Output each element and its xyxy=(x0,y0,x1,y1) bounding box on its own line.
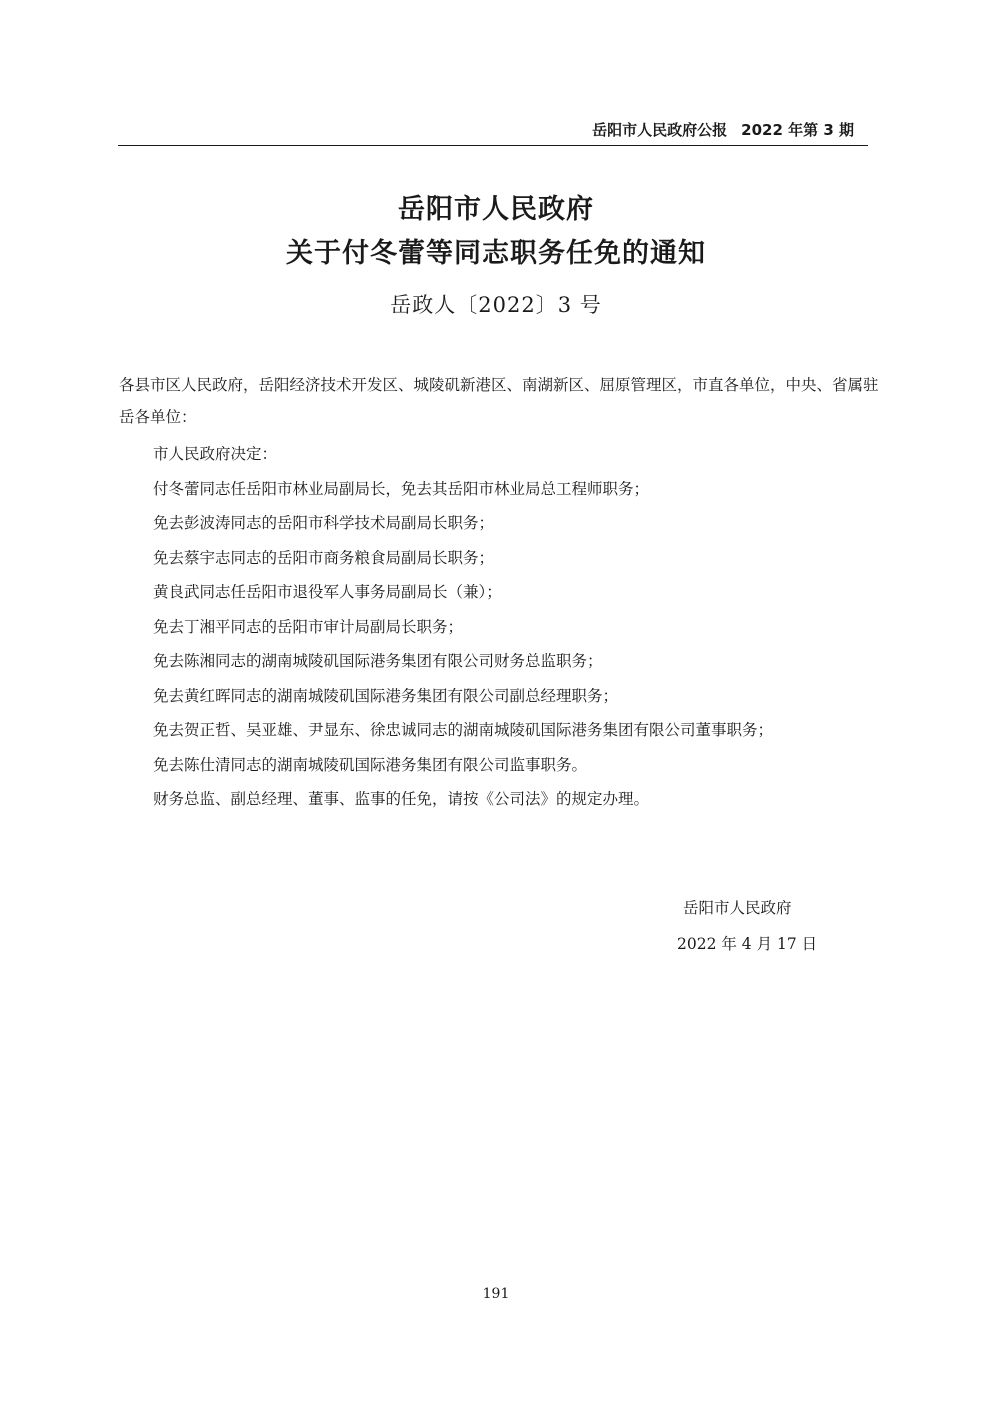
issue-label: 2022 年第 3 期 xyxy=(741,121,854,139)
document-title-line-2: 关于付冬蕾等同志职务任免的通知 xyxy=(286,238,706,269)
paragraph: 免去陈湘同志的湖南城陵矶国际港务集团有限公司财务总监职务； xyxy=(153,652,603,670)
paragraph: 市人民政府决定： xyxy=(153,445,278,463)
signing-organization: 岳阳市人民政府 xyxy=(683,899,792,917)
document-number: 岳政人〔2022〕3 号 xyxy=(390,293,602,317)
running-header xyxy=(118,120,868,146)
paragraph: 免去黄红晖同志的湖南城陵矶国际港务集团有限公司副总经理职务； xyxy=(153,686,619,705)
publication-name: 岳阳市人民政府公报 xyxy=(592,121,728,139)
page-number: 191 xyxy=(482,1286,510,1302)
paragraph: 免去蔡宇志同志的岳阳市商务粮食局副局长职务； xyxy=(153,548,495,567)
document-title-line-1: 岳阳市人民政府 xyxy=(398,194,594,225)
paragraph: 付冬蕾同志任岳阳市林业局副局长，免去其岳阳市林业局总工程师职务； xyxy=(153,479,650,498)
paragraph: 免去彭波涛同志的岳阳市科学技术局副局长职务； xyxy=(153,514,495,532)
signing-date: 2022 年 4 月 17 日 xyxy=(677,935,818,953)
paragraph: 免去贺正哲、吴亚雄、尹显东、徐忠诚同志的湖南城陵矶国际港务集团有限公司董事职务； xyxy=(153,721,774,739)
addressee: 各县市区人民政府，岳阳经济技术开发区、城陵矶新港区、南湖新区、屈原管理区，市直各单位，中央、省属驻岳各单位： xyxy=(119,376,879,426)
document-body xyxy=(119,369,881,817)
paragraph: 黄良武同志任岳阳市退役军人事务局副局长（兼）； xyxy=(153,583,502,601)
paragraph: 财务总监、副总经理、董事、监事的任免，请按《公司法》的规定办理。 xyxy=(153,790,650,808)
paragraph: 免去陈仕清同志的湖南城陵矶国际港务集团有限公司监事职务。 xyxy=(153,755,588,774)
title-block xyxy=(0,188,992,320)
paragraph: 免去丁湘平同志的岳阳市审计局副局长职务； xyxy=(153,617,464,636)
